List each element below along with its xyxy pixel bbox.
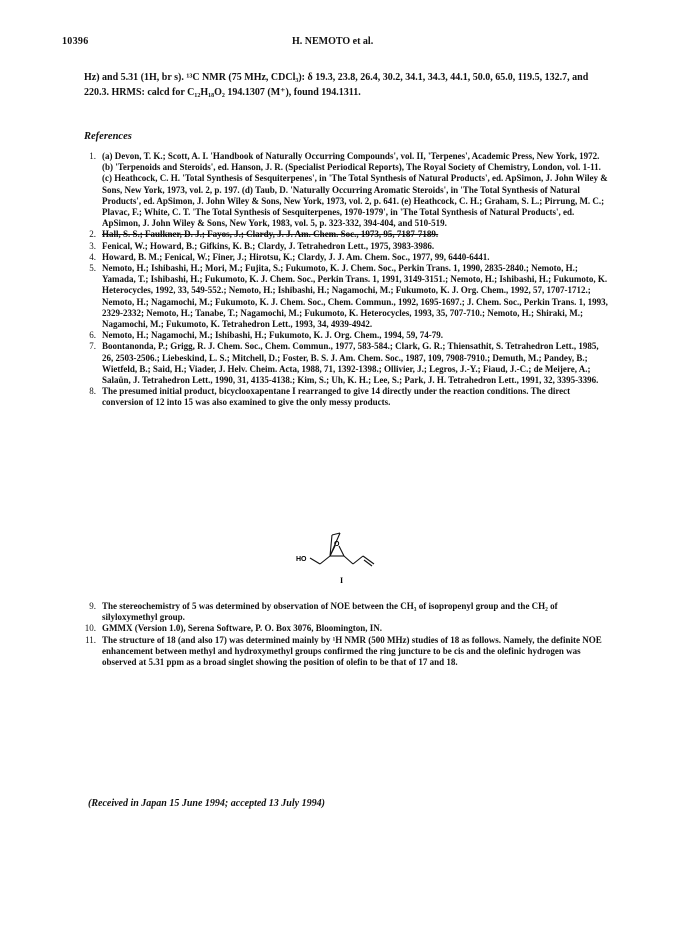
reference-number: 7.: [89, 341, 96, 352]
compound-i-structure: [296, 530, 386, 586]
bond-ch2-c: [320, 556, 330, 564]
reference-number: 1.: [89, 151, 96, 161]
reference-text: Howard, B. M.; Fenical, W.; Finer, J.; Hirotsu, K.; Clardy, J. J. Am. Chem. Soc., 1977, 99, 6440-6441.: [102, 251, 490, 262]
bond-o-c2: [339, 546, 344, 556]
reference-item: [80, 601, 608, 623]
reference-text: Boontanonda, P.; Grigg, R. J. Chem. Soc., Chem. Commun., 1977, 583-584.; Clark, G. R.; Thiensathit, S. Tetrahedron Lett., 1985, 26, 2503-2506.; Liebeskind, L. S.; Mitchell, D.; Foster, B. S. J. Am. Chem. Soc., 1987, 109, 7908-7910.; Demuth, M.; Pandey, B.; Wietfeld, B.; Said, H.; Viader, J. Helv. Cheim. Acta, 1988, 71, 1392-1398.; Ollivier, J.; Legros, J.-Y.; Fiaud, J.-C.; de Meijere, A.; Salaün, J. Tetrahedron Lett., 1990, 31, 4135-4138.; Kim, S.; Uh, K. H.; Lee, S.; Park, J. H. Tetrahedron Lett., 1991, 32, 3395-3396.: [102, 341, 599, 386]
bond-ho-ch2: [310, 558, 320, 564]
reference-item: [80, 252, 608, 263]
reference-number: 2.: [89, 229, 96, 240]
reference-number: 6.: [89, 330, 96, 341]
reference-number: 9.: [89, 601, 96, 611]
bond-double-vinyl: [364, 560, 372, 566]
reference-item: [80, 241, 608, 252]
reference-text: Fenical, W.; Howard, B.; Gifkins, K. B.; Clardy, J. Tetrahedron Lett., 1975, 3983-3986.: [102, 240, 435, 251]
reference-text: GMMX (Version 1.0), Serena Software, P. O. Box 3076, Bloomington, IN.: [102, 623, 382, 634]
reference-text: Hall, S. S.; Faulkner, D. J.; Fayos, J.; Clardy, J. J. Am. Chem. Soc., 1973, 95, 7187-7189.: [102, 229, 439, 240]
reference-text: The structure of 18 (and also 17) was determined mainly by ¹H NMR (500 MHz) studies of 18 as follows. Namely, the definite NOE enhancement between methyl and hydroxymethyl groups confirmed the ring juncture to be cis and the olefinic hydrogen was observed at 5.31 ppm as a broad singlet showing the position of olefin to be that of 17 and 18.: [102, 634, 602, 668]
reference-item: [80, 635, 608, 669]
reference-list: [80, 151, 608, 409]
bond-c2-ch2: [344, 556, 353, 564]
reference-number: 8.: [89, 386, 96, 397]
reference-number: 5.: [89, 263, 96, 274]
reference-text: Nemoto, H.; Ishibashi, H.; Mori, M.; Fujita, S.; Fukumoto, K. J. Chem. Soc., Perkin Trans. 1, 1990, 2835-2840.; Nemoto, H.; Yamada, T.; Ishibashi, H.; Fukumoto, K. J. Chem. Soc., Perkin Trans. 1, 1991, 3149-3151.; Nemoto, H.; Ishibashi, H.; Fukumoto, K. Heterocycles, 1992, 33, 549-552.; Nemoto, H.; Ishibashi, H.; Nagamochi, M.; Fukumoto, K. J. Org. Chem., 1992, 57, 1707-1712.; Nemoto, H.; Nagamochi, M.; Fukumoto, K. J. Chem. Soc., Chem. Commun., 1992, 1695-1697.; J. Chem. Soc., Perkin Trans. 1, 1993, 2329-2332; Nemoto, H.; Tanabe, T.; Nagamochi, M.; Fukumoto, K. Heterocycles, 1993, 35, 707-710.; Nemoto, H.; Shiraki, M.; Nagamochi, M.; Fukumoto, K. Tetrahedron Lett., 1993, 34, 4939-4942.: [102, 263, 608, 330]
reference-item: [80, 151, 608, 229]
ho-label: HO: [296, 556, 307, 563]
references-heading: References: [84, 131, 132, 142]
bond-ch2-ch: [353, 556, 363, 564]
reference-text: The stereochemistry of 5 was determined by observation of NOE between the CH₃ of isopropenyl group and the CH₂ of silyloxymethyl group.: [102, 601, 558, 623]
reference-text: The presumed initial product, bicyclooxapentane I rearranged to give 14 directly under the reaction conditions. The direct conversion of 12 into 15 was also examined to give the only messy products.: [102, 386, 571, 408]
reference-item: [80, 341, 608, 386]
reference-text: Nemoto, H.; Nagamochi, M.; Ishibashi, H.; Fukumoto, K. J. Org. Chem., 1994, 59, 74-79.: [102, 330, 443, 341]
reference-text: (a) Devon, T. K.; Scott, A. I. 'Handbook of Naturally Occurring Compounds', vol. II, 'Terpenes', Academic Press, New York, 1972. (b) 'Terpenoids and Steroids', ed. Hanson, J. R. (Specialist Periodical Reports), The Royal Society of Chemistry, London, vol. 1-11. (c) Heathcock, C. H. 'Total Synthesis of Sesquiterpenes', in 'The Total Synthesis of Natural Products', ed. ApSimon, J. John Wiley & Sons, New York, 1973, vol. 2, p. 197. (d) Taub, D. 'Naturally Occurring Aromatic Steroids', in 'The Total Synthesis of Natural Products', ed. ApSimon, J. John Wiley & Sons, New York, 1973, vol. 2, p. 641. (e) Heathcock, C. H.; Graham, S. L.; Pirrung, M. C.; Plavac, F.; White, C. T. 'The Total Synthesis of Sesquiterpenes, 1970-1979', in 'The Total Synthesis of Natural Products', ed. ApSimon, J. John Wiley & Sons, New York, 1983, vol. 5, p. 323-332, 394-404, and 510-519.: [102, 151, 608, 229]
reference-item: [80, 330, 608, 341]
reference-number: 3.: [89, 240, 96, 251]
reference-number: 11.: [85, 634, 96, 645]
received-date: (Received in Japan 15 June 1994; accepted 13 July 1994): [88, 798, 325, 809]
page-number: 10396: [62, 36, 89, 47]
o-label: O: [334, 541, 340, 548]
reference-item: [80, 623, 608, 634]
reference-item: [80, 263, 608, 330]
nmr-data-paragraph: Hz) and 5.31 (1H, br s). ¹³C NMR (75 MHz, CDCl₃): δ 19.3, 23.8, 26.4, 30.2, 34.1, 34.3, 44.1, 50.0, 65.0, 119.5, 132.7, and 220.3. HRMS: calcd for C₁₂H₁₈O₂ 194.1307 (M⁺), found 194.1311.: [84, 72, 589, 98]
reference-item: [80, 229, 608, 240]
reference-list-continued: [80, 601, 608, 668]
reference-number: 10.: [84, 623, 96, 634]
compound-label: I: [340, 576, 344, 585]
running-header-authors: H. NEMOTO et al.: [292, 36, 374, 47]
reference-number: 4.: [89, 251, 96, 262]
reference-item: [80, 386, 608, 408]
